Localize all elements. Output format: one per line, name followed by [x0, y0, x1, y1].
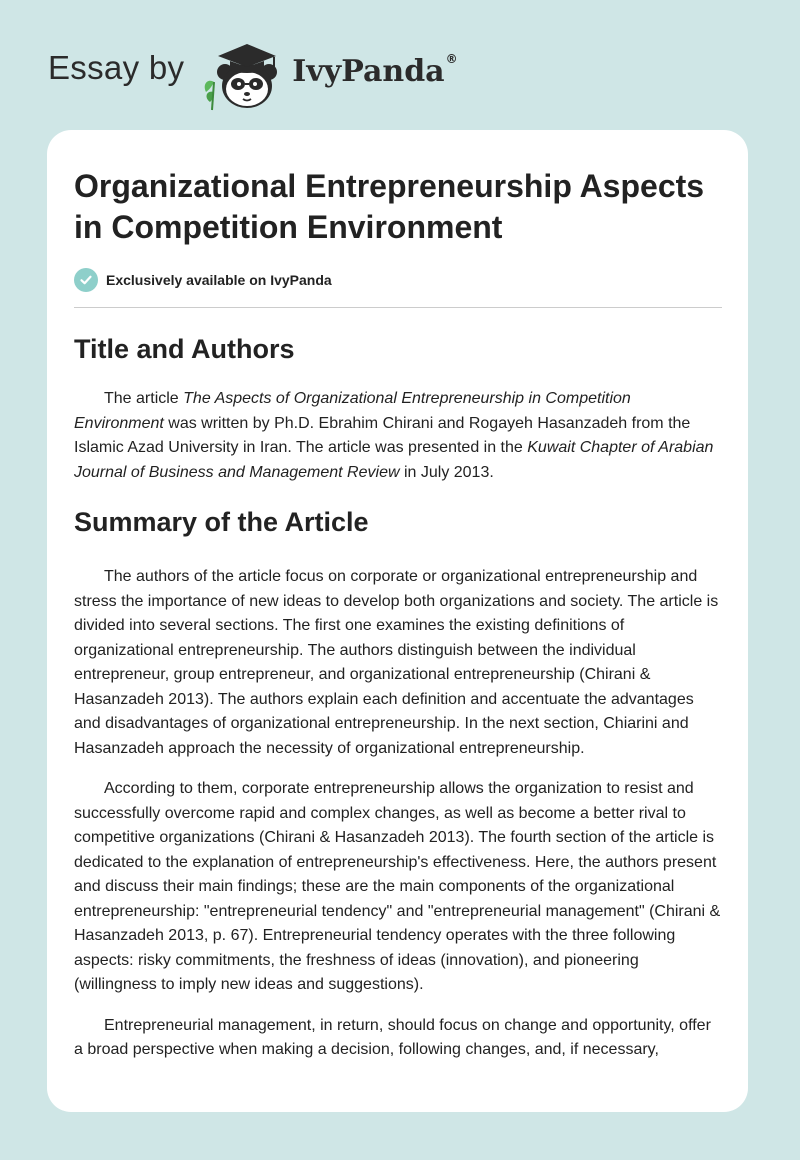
journal-title-italic: Kuwait Chapter of Arabian Journal of Business and Management Review [74, 439, 714, 481]
registered-mark: ® [445, 51, 458, 66]
exclusive-badge [74, 268, 722, 292]
text-run: The article [104, 390, 184, 407]
article-title-italic: The Aspects of Organizational Entrepreneurship in Competition Environment [74, 390, 631, 432]
brand-header[interactable] [48, 34, 458, 114]
text-run: was written by Ph.D. Ebrahim Chirani and Rogayeh Hasanzadeh from the Islamic Azad University in Iran. The article was presented in the [74, 414, 691, 456]
paragraph-summary-2: According to them, corporate entrepreneurship allows the organization to resist and successfully overcome rapid and complex changes, as well as become a better rival to competitive organizations (Chirani & Hasanzadeh 2013). The fourth section of the article is dedicated to the explanation of entrepreneurship's effectiveness. Here, the authors present and discuss their main findings; these are the main components of the organizational entrepreneurship: "entrepreneurial tendency" and "entrepreneurial management" (Chirani & Hasanzadeh 2013, p. 67). Entrepreneurial tendency operates with the three following aspects: risky commitments, the freshness of ideas (innovation), and pioneering (willingness to imply new ideas and suggestions). [74, 780, 721, 993]
paragraph-title-authors [74, 387, 722, 485]
panda-graduate-logo-icon [198, 34, 288, 114]
exclusive-label: Exclusively available on IvyPanda [106, 272, 332, 288]
divider [74, 307, 722, 308]
brand-prefix: Essay by [48, 49, 185, 86]
paragraph-summary-1: The authors of the article focus on corporate or organizational entrepreneurship and stress the importance of new ideas to develop both organizations and society. The article is divided into several sections. The first one examines the existing definitions of organizational entrepreneurship. The authors distinguish between the individual entrepreneur, group entrepreneur, and organizational entrepreneurship (Chirani & Hasanzadeh 2013). The authors explain each definition and accentuate the advantages and disadvantages of organizational entrepreneurship. In the next section, Chiarini and Hasanzadeh approach the necessity of organizational entrepreneurship. [74, 568, 719, 757]
brand-name-text: IvyPanda [292, 53, 445, 89]
essay-card [47, 130, 748, 1112]
page-title: Organizational Entrepreneurship Aspects in Competition Environment [74, 168, 705, 245]
text-run: in July 2013. [399, 463, 494, 481]
paragraph-summary-3: Entrepreneurial management, in return, should focus on change and opportunity, offer a broad perspective when making a decision, following changes, and, if necessary, [74, 1016, 711, 1058]
section-heading-title-authors: Title and Authors [74, 334, 295, 364]
brand-name [292, 51, 458, 89]
check-circle-icon [74, 268, 98, 292]
section-heading-summary: Summary of the Article [74, 507, 369, 537]
